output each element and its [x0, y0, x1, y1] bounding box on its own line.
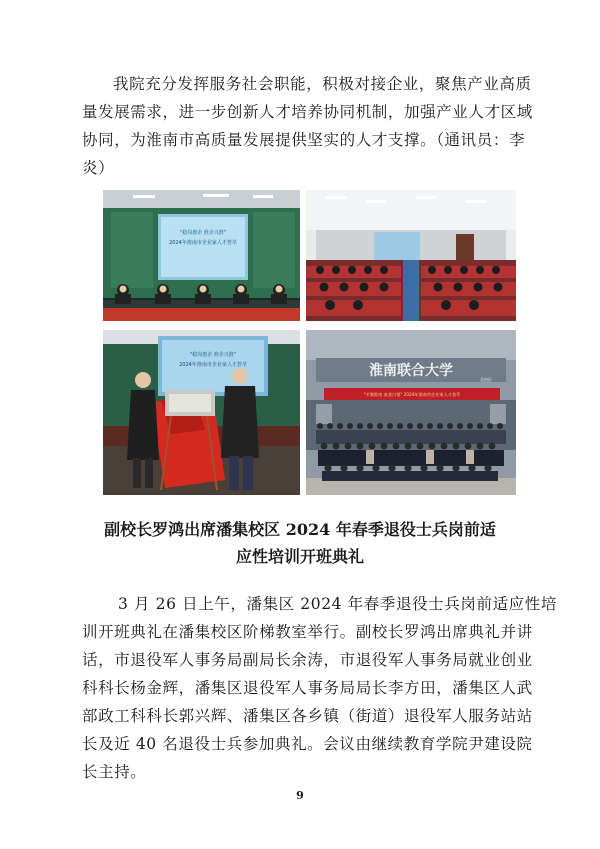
paragraph-line: 训开班典礼在潘集校区阶梯教室举行。副校长罗鸿出席典礼并讲 — [82, 623, 533, 641]
paragraph-line: 部政工科科长郭兴辉、潘集区各乡镇（街道）退役军人服务站站 — [82, 707, 533, 725]
paragraph-line: 长主持。 — [82, 763, 147, 781]
building-sign: 淮南联合大学 — [369, 363, 453, 379]
photo-lecture-hall — [306, 190, 516, 321]
photo-plaque-unveiling — [103, 330, 300, 495]
paragraph-line: 3 月 26 日上午，潘集区 2024 年春季退役士兵岗前适应性培 — [118, 595, 557, 613]
screen-text-1: "稳岗惠企 淮企兴淮" — [179, 230, 227, 236]
building-sub: 北校区 — [480, 377, 492, 382]
banner-text: "才聚淮南 真金白银" 2024年淮南市企业家人才荟萃 — [363, 392, 461, 397]
page-number: 9 — [296, 789, 304, 802]
paragraph-line: 话，市退役军人事务局副局长余涛，市退役军人事务局就业创业 — [82, 651, 533, 669]
paragraph-line: 长及近 40 名退役士兵参加典礼。会议由继续教育学院尹建设院 — [82, 735, 533, 753]
paragraph-line: 我院充分发挥服务社会职能，积极对接企业，聚焦产业高质 — [113, 75, 532, 93]
article-paragraph — [82, 590, 557, 786]
intro-paragraph — [82, 70, 533, 182]
screen-text-2: 2024年淮南市企业家人才荟萃 — [169, 240, 237, 246]
paragraph-line: 科科长杨金辉，潘集区退役军人事务局局长李方田，潘集区人武 — [82, 679, 533, 697]
paragraph-line: 炎） — [82, 159, 115, 177]
paragraph-line: 量发展需求，进一步创新人才培养协同机制，加强产业人才区域 — [82, 103, 533, 121]
photo-meeting-stage — [103, 190, 300, 321]
screen-text-1: "稳岗惠企 淮企兴淮" — [189, 352, 237, 358]
heading-line: 副校长罗鸿出席潘集校区 2024 年春季退役士兵岗前适 — [104, 520, 496, 539]
article-heading — [90, 516, 510, 570]
photo-group-building — [306, 330, 516, 495]
heading-line: 应性培训开班典礼 — [235, 547, 364, 566]
screen-text-2: 2024年淮南市企业家人才荟萃 — [179, 362, 247, 368]
paragraph-line: 协同，为淮南市高质量发展提供坚实的人才支撑。（通讯员：李 — [82, 131, 526, 149]
